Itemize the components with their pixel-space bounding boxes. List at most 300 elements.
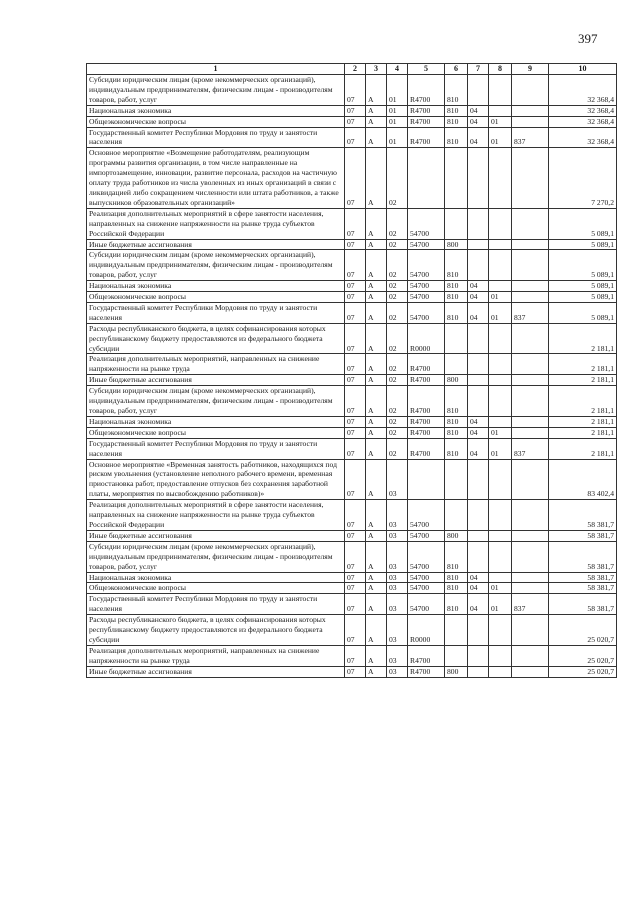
- amount-cell: 7 270,2: [549, 148, 617, 208]
- code-cell: [512, 375, 549, 386]
- code-cell: А: [366, 615, 387, 646]
- code-cell: [489, 375, 512, 386]
- code-cell: R4700: [408, 354, 445, 375]
- table-row: [87, 208, 617, 239]
- code-cell: 07: [345, 281, 366, 292]
- amount-cell: 2 181,1: [549, 354, 617, 375]
- code-cell: [489, 572, 512, 583]
- code-cell: 02: [387, 427, 408, 438]
- code-cell: [468, 666, 489, 677]
- amount-cell: 25 020,7: [549, 666, 617, 677]
- amount-cell: 2 181,1: [549, 427, 617, 438]
- code-cell: А: [366, 500, 387, 531]
- code-cell: [445, 323, 468, 354]
- table-row: [87, 594, 617, 615]
- code-cell: [512, 281, 549, 292]
- code-cell: 01: [489, 427, 512, 438]
- column-header: 3: [366, 64, 387, 75]
- code-cell: 02: [387, 323, 408, 354]
- code-cell: А: [366, 459, 387, 500]
- column-header: 8: [489, 64, 512, 75]
- code-cell: [489, 666, 512, 677]
- row-name-cell: Реализация дополнительных мероприятий в сфере занятости населения, направленных на снижение напряженности на рынке труда субъектов Российской Федерации: [87, 500, 345, 531]
- code-cell: 07: [345, 208, 366, 239]
- code-cell: R4700: [408, 386, 445, 417]
- code-cell: 07: [345, 239, 366, 250]
- code-cell: 800: [445, 375, 468, 386]
- code-cell: [489, 239, 512, 250]
- code-cell: 07: [345, 459, 366, 500]
- code-cell: 04: [468, 292, 489, 303]
- code-cell: 810: [445, 302, 468, 323]
- row-name-cell: Общеэкономические вопросы: [87, 427, 345, 438]
- amount-cell: 5 089,1: [549, 302, 617, 323]
- column-header: 7: [468, 64, 489, 75]
- code-cell: 07: [345, 354, 366, 375]
- code-cell: [468, 386, 489, 417]
- code-cell: [408, 148, 445, 208]
- table-row: [87, 666, 617, 677]
- code-cell: 03: [387, 541, 408, 572]
- column-header: 1: [87, 64, 345, 75]
- column-header: 10: [549, 64, 617, 75]
- code-cell: 54700: [408, 541, 445, 572]
- code-cell: 54700: [408, 583, 445, 594]
- code-cell: А: [366, 323, 387, 354]
- code-cell: 07: [345, 615, 366, 646]
- table-row: [87, 459, 617, 500]
- row-name-cell: Национальная экономика: [87, 572, 345, 583]
- code-cell: [512, 615, 549, 646]
- code-cell: 810: [445, 416, 468, 427]
- code-cell: 07: [345, 302, 366, 323]
- code-cell: А: [366, 427, 387, 438]
- code-cell: 02: [387, 302, 408, 323]
- code-cell: А: [366, 375, 387, 386]
- row-name-cell: Субсидии юридическим лицам (кроме некоммерческих организаций), индивидуальным предпринимателям, физическим лицам - производителям товаров, работ, услуг: [87, 250, 345, 281]
- code-cell: [512, 500, 549, 531]
- code-cell: [512, 583, 549, 594]
- code-cell: 837: [512, 594, 549, 615]
- code-cell: А: [366, 583, 387, 594]
- code-cell: 54700: [408, 250, 445, 281]
- code-cell: 03: [387, 459, 408, 500]
- code-cell: [489, 354, 512, 375]
- code-cell: R4700: [408, 438, 445, 459]
- code-cell: [512, 75, 549, 106]
- amount-cell: 58 381,7: [549, 583, 617, 594]
- code-cell: А: [366, 666, 387, 677]
- amount-cell: 2 181,1: [549, 323, 617, 354]
- code-cell: 800: [445, 530, 468, 541]
- code-cell: 01: [489, 594, 512, 615]
- code-cell: А: [366, 75, 387, 106]
- code-cell: А: [366, 116, 387, 127]
- code-cell: 810: [445, 583, 468, 594]
- code-cell: [512, 292, 549, 303]
- code-cell: А: [366, 281, 387, 292]
- amount-cell: 32 368,4: [549, 116, 617, 127]
- amount-cell: 25 020,7: [549, 645, 617, 666]
- code-cell: 03: [387, 645, 408, 666]
- code-cell: [489, 281, 512, 292]
- code-cell: 07: [345, 292, 366, 303]
- row-name-cell: Общеэкономические вопросы: [87, 292, 345, 303]
- row-name-cell: Государственный комитет Республики Мордовия по труду и занятости населения: [87, 302, 345, 323]
- code-cell: 04: [468, 105, 489, 116]
- table-row: [87, 386, 617, 417]
- code-cell: 02: [387, 292, 408, 303]
- table-row: [87, 250, 617, 281]
- code-cell: 07: [345, 666, 366, 677]
- code-cell: 07: [345, 572, 366, 583]
- code-cell: R0000: [408, 615, 445, 646]
- code-cell: [489, 148, 512, 208]
- code-cell: [512, 427, 549, 438]
- code-cell: 04: [468, 438, 489, 459]
- code-cell: А: [366, 354, 387, 375]
- code-cell: 04: [468, 594, 489, 615]
- code-cell: 03: [387, 500, 408, 531]
- code-cell: 02: [387, 375, 408, 386]
- table-row: [87, 127, 617, 148]
- code-cell: [512, 645, 549, 666]
- code-cell: [468, 354, 489, 375]
- code-cell: [468, 75, 489, 106]
- code-cell: [489, 250, 512, 281]
- code-cell: R4700: [408, 116, 445, 127]
- code-cell: 02: [387, 281, 408, 292]
- code-cell: 810: [445, 292, 468, 303]
- code-cell: 04: [468, 116, 489, 127]
- code-cell: 03: [387, 530, 408, 541]
- code-cell: 04: [468, 127, 489, 148]
- row-name-cell: Общеэкономические вопросы: [87, 116, 345, 127]
- code-cell: [512, 541, 549, 572]
- table-row: [87, 323, 617, 354]
- code-cell: [489, 416, 512, 427]
- row-name-cell: Расходы республиканского бюджета, в целях софинансирования которых республиканскому бюджету предоставляются из федерального бюджета субсидии: [87, 615, 345, 646]
- code-cell: [512, 666, 549, 677]
- code-cell: [445, 500, 468, 531]
- table-row: [87, 583, 617, 594]
- code-cell: А: [366, 292, 387, 303]
- code-cell: 03: [387, 615, 408, 646]
- code-cell: 07: [345, 250, 366, 281]
- table-row: [87, 239, 617, 250]
- code-cell: R4700: [408, 666, 445, 677]
- code-cell: [512, 386, 549, 417]
- amount-cell: 2 181,1: [549, 386, 617, 417]
- amount-cell: 58 381,7: [549, 530, 617, 541]
- code-cell: 07: [345, 427, 366, 438]
- code-cell: [468, 541, 489, 572]
- code-cell: 837: [512, 302, 549, 323]
- code-cell: 07: [345, 645, 366, 666]
- table-row: [87, 281, 617, 292]
- row-name-cell: Реализация дополнительных мероприятий, направленных на снижение напряженности на рынке труда: [87, 354, 345, 375]
- code-cell: А: [366, 105, 387, 116]
- code-cell: 810: [445, 281, 468, 292]
- row-name-cell: Иные бюджетные ассигнования: [87, 666, 345, 677]
- code-cell: [468, 375, 489, 386]
- amount-cell: 32 368,4: [549, 105, 617, 116]
- code-cell: 07: [345, 583, 366, 594]
- row-name-cell: Национальная экономика: [87, 281, 345, 292]
- code-cell: 04: [468, 302, 489, 323]
- row-name-cell: Государственный комитет Республики Мордовия по труду и занятости населения: [87, 438, 345, 459]
- code-cell: 03: [387, 583, 408, 594]
- table-row: [87, 572, 617, 583]
- code-cell: 07: [345, 530, 366, 541]
- code-cell: 800: [445, 666, 468, 677]
- code-cell: 02: [387, 148, 408, 208]
- code-cell: [489, 530, 512, 541]
- amount-cell: 32 368,4: [549, 75, 617, 106]
- code-cell: R4700: [408, 645, 445, 666]
- code-cell: [489, 541, 512, 572]
- code-cell: [489, 323, 512, 354]
- code-cell: А: [366, 530, 387, 541]
- code-cell: 01: [489, 438, 512, 459]
- code-cell: R4700: [408, 416, 445, 427]
- code-cell: 810: [445, 541, 468, 572]
- code-cell: 02: [387, 386, 408, 417]
- code-cell: [468, 615, 489, 646]
- code-cell: [489, 645, 512, 666]
- amount-cell: 32 368,4: [549, 127, 617, 148]
- table-row: [87, 75, 617, 106]
- amount-cell: 58 381,7: [549, 500, 617, 531]
- amount-cell: 5 089,1: [549, 281, 617, 292]
- code-cell: 810: [445, 116, 468, 127]
- code-cell: 04: [468, 416, 489, 427]
- amount-cell: 58 381,7: [549, 594, 617, 615]
- code-cell: 07: [345, 323, 366, 354]
- code-cell: 810: [445, 105, 468, 116]
- code-cell: 04: [468, 572, 489, 583]
- code-cell: 02: [387, 438, 408, 459]
- code-cell: А: [366, 541, 387, 572]
- code-cell: А: [366, 572, 387, 583]
- code-cell: 837: [512, 127, 549, 148]
- code-cell: [468, 239, 489, 250]
- code-cell: А: [366, 148, 387, 208]
- code-cell: А: [366, 594, 387, 615]
- code-cell: 07: [345, 148, 366, 208]
- code-cell: 01: [489, 302, 512, 323]
- code-cell: [489, 615, 512, 646]
- row-name-cell: Общеэкономические вопросы: [87, 583, 345, 594]
- row-name-cell: Национальная экономика: [87, 105, 345, 116]
- code-cell: 04: [468, 281, 489, 292]
- amount-cell: 5 089,1: [549, 292, 617, 303]
- row-name-cell: Реализация дополнительных мероприятий в сфере занятости населения, направленных на снижение напряженности на рынке труда субъектов Российской Федерации: [87, 208, 345, 239]
- code-cell: [489, 386, 512, 417]
- table-row: [87, 354, 617, 375]
- code-cell: 01: [387, 105, 408, 116]
- code-cell: 54700: [408, 530, 445, 541]
- row-name-cell: Реализация дополнительных мероприятий, направленных на снижение напряженности на рынке труда: [87, 645, 345, 666]
- code-cell: [445, 208, 468, 239]
- code-cell: А: [366, 250, 387, 281]
- code-cell: 07: [345, 375, 366, 386]
- table-row: [87, 541, 617, 572]
- code-cell: [512, 530, 549, 541]
- code-cell: 800: [445, 239, 468, 250]
- code-cell: [445, 148, 468, 208]
- column-header: 6: [445, 64, 468, 75]
- table-row: [87, 375, 617, 386]
- code-cell: 810: [445, 438, 468, 459]
- code-cell: 01: [387, 75, 408, 106]
- code-cell: 810: [445, 594, 468, 615]
- code-cell: 810: [445, 572, 468, 583]
- code-cell: [512, 354, 549, 375]
- code-cell: [468, 459, 489, 500]
- table-row: [87, 530, 617, 541]
- code-cell: [489, 500, 512, 531]
- table-body: [87, 75, 617, 678]
- code-cell: А: [366, 208, 387, 239]
- code-cell: 07: [345, 594, 366, 615]
- code-cell: [445, 354, 468, 375]
- amount-cell: 58 381,7: [549, 541, 617, 572]
- code-cell: [512, 208, 549, 239]
- row-name-cell: Расходы республиканского бюджета, в целях софинансирования которых республиканскому бюджету предоставляются из федерального бюджета субсидии: [87, 323, 345, 354]
- code-cell: 810: [445, 75, 468, 106]
- code-cell: [489, 459, 512, 500]
- code-cell: 01: [489, 127, 512, 148]
- code-cell: 07: [345, 127, 366, 148]
- amount-cell: 83 402,4: [549, 459, 617, 500]
- code-cell: 810: [445, 427, 468, 438]
- code-cell: [512, 148, 549, 208]
- code-cell: 54700: [408, 302, 445, 323]
- code-cell: А: [366, 416, 387, 427]
- row-name-cell: Основное мероприятие «Временная занятость работников, находящихся под риском увольнения (установление неполного рабочего времени, временная приостановка работ, предоставление отпусков без сохранения заработной платы, мероприятия по высвобождению работников)»: [87, 459, 345, 500]
- code-cell: 02: [387, 354, 408, 375]
- amount-cell: 2 181,1: [549, 375, 617, 386]
- code-cell: [468, 500, 489, 531]
- code-cell: [489, 105, 512, 116]
- code-cell: 07: [345, 416, 366, 427]
- code-cell: [468, 148, 489, 208]
- code-cell: 810: [445, 127, 468, 148]
- table-row: [87, 615, 617, 646]
- row-name-cell: Субсидии юридическим лицам (кроме некоммерческих организаций), индивидуальным предпринимателям, физическим лицам - производителям товаров, работ, услуг: [87, 541, 345, 572]
- code-cell: [445, 459, 468, 500]
- code-cell: 02: [387, 208, 408, 239]
- code-cell: 54700: [408, 572, 445, 583]
- table-row: [87, 500, 617, 531]
- amount-cell: 5 089,1: [549, 239, 617, 250]
- code-cell: R4700: [408, 375, 445, 386]
- table-row: [87, 438, 617, 459]
- code-cell: [468, 645, 489, 666]
- table-row: [87, 292, 617, 303]
- code-cell: 07: [345, 541, 366, 572]
- amount-cell: 5 089,1: [549, 208, 617, 239]
- code-cell: [512, 239, 549, 250]
- code-cell: [512, 250, 549, 281]
- code-cell: 01: [387, 116, 408, 127]
- code-cell: [512, 323, 549, 354]
- row-name-cell: Иные бюджетные ассигнования: [87, 239, 345, 250]
- code-cell: R0000: [408, 323, 445, 354]
- page-number: 397: [578, 31, 598, 46]
- code-cell: А: [366, 239, 387, 250]
- code-cell: [468, 323, 489, 354]
- amount-cell: 5 089,1: [549, 250, 617, 281]
- amount-cell: 2 181,1: [549, 438, 617, 459]
- column-header: 9: [512, 64, 549, 75]
- code-cell: 54700: [408, 239, 445, 250]
- code-cell: А: [366, 127, 387, 148]
- code-cell: 03: [387, 594, 408, 615]
- code-cell: 02: [387, 250, 408, 281]
- table-row: [87, 416, 617, 427]
- code-cell: 07: [345, 438, 366, 459]
- row-name-cell: Иные бюджетные ассигнования: [87, 375, 345, 386]
- table-row: [87, 427, 617, 438]
- code-cell: R4700: [408, 75, 445, 106]
- code-cell: 01: [387, 127, 408, 148]
- table-header-row: [87, 64, 617, 75]
- code-cell: R4700: [408, 127, 445, 148]
- row-name-cell: Иные бюджетные ассигнования: [87, 530, 345, 541]
- code-cell: А: [366, 438, 387, 459]
- code-cell: 03: [387, 572, 408, 583]
- row-name-cell: Основное мероприятие «Возмещение работодателям, реализующим программы развития организации, в том числе направленные на импортозамещение, инновации, развитие персонала, расходов на частичную оплату труда работников из числа уволенных из иных организаций в связи с ликвидацией либо сокращением численности или штата работников, а также выпускников образовательных организаций»: [87, 148, 345, 208]
- code-cell: [468, 208, 489, 239]
- column-header: 2: [345, 64, 366, 75]
- code-cell: [512, 105, 549, 116]
- code-cell: 02: [387, 416, 408, 427]
- code-cell: [445, 615, 468, 646]
- code-cell: [468, 530, 489, 541]
- code-cell: 01: [489, 292, 512, 303]
- amount-cell: 58 381,7: [549, 572, 617, 583]
- code-cell: 07: [345, 105, 366, 116]
- table-row: [87, 148, 617, 208]
- code-cell: 810: [445, 386, 468, 417]
- code-cell: 03: [387, 666, 408, 677]
- code-cell: R4700: [408, 427, 445, 438]
- code-cell: 810: [445, 250, 468, 281]
- code-cell: 07: [345, 75, 366, 106]
- row-name-cell: Национальная экономика: [87, 416, 345, 427]
- code-cell: [408, 459, 445, 500]
- code-cell: [468, 250, 489, 281]
- code-cell: [489, 75, 512, 106]
- code-cell: А: [366, 645, 387, 666]
- budget-table: [86, 63, 617, 678]
- code-cell: А: [366, 302, 387, 323]
- code-cell: [512, 572, 549, 583]
- table-row: [87, 302, 617, 323]
- code-cell: [512, 459, 549, 500]
- code-cell: 54700: [408, 292, 445, 303]
- code-cell: 02: [387, 239, 408, 250]
- row-name-cell: Государственный комитет Республики Мордовия по труду и занятости населения: [87, 594, 345, 615]
- amount-cell: 2 181,1: [549, 416, 617, 427]
- code-cell: 837: [512, 438, 549, 459]
- table-row: [87, 645, 617, 666]
- code-cell: [489, 208, 512, 239]
- code-cell: 07: [345, 500, 366, 531]
- code-cell: 07: [345, 386, 366, 417]
